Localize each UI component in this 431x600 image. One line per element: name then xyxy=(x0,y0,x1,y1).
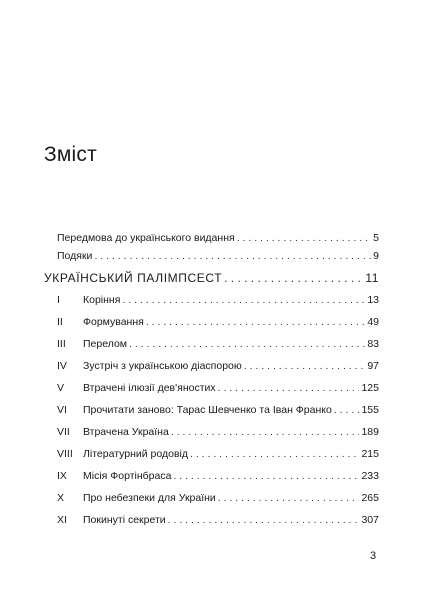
toc-chapter-title: Покинуті секрети xyxy=(83,514,166,526)
toc-chapter-title: Місія Фортінбраса xyxy=(83,470,172,482)
toc-chapter-page: 233 xyxy=(361,470,379,482)
toc-leader-dots xyxy=(190,447,359,461)
toc-leader-dots xyxy=(122,293,365,307)
toc-chapter-page: 265 xyxy=(361,492,379,504)
toc-chapter-title: Літературний родовід xyxy=(83,448,188,460)
toc-leader-dots xyxy=(168,513,360,527)
toc-chapter-row xyxy=(57,337,379,351)
toc-chapter-title: Прочитати заново: Тарас Шевченко та Іван Франко xyxy=(83,404,332,416)
toc-entry-page: 5 xyxy=(373,232,379,244)
toc-leader-dots xyxy=(334,403,360,417)
toc-chapter-page: 83 xyxy=(367,338,379,350)
toc-leader-dots xyxy=(218,491,360,505)
toc-chapter-row xyxy=(57,293,379,307)
toc-leader-dots xyxy=(129,337,365,351)
toc-chapter-page: 49 xyxy=(367,316,379,328)
toc-chapter-page: 125 xyxy=(361,382,379,394)
toc-chapter-row xyxy=(57,425,379,439)
toc-leader-dots xyxy=(244,359,366,373)
toc-chapter-row xyxy=(57,315,379,329)
toc-entry-label: Подяки xyxy=(57,250,93,262)
toc-chapter-row xyxy=(57,447,379,461)
toc-chapter-row xyxy=(57,403,379,417)
page-title: Зміст xyxy=(44,143,97,166)
toc-chapter-number: V xyxy=(57,382,65,394)
toc-chapter-title: Формування xyxy=(83,316,144,328)
toc-chapter-page: 307 xyxy=(361,514,379,526)
toc-chapter-number: I xyxy=(57,294,60,306)
toc-chapter-number: II xyxy=(57,316,63,328)
toc-leader-dots xyxy=(224,271,363,285)
toc-leader-dots xyxy=(94,249,371,263)
toc-chapter-title: Перелом xyxy=(83,338,128,350)
toc-chapter-number: III xyxy=(57,338,66,350)
toc-chapter-title: Про небезпеки для України xyxy=(83,492,216,504)
toc-part-page: 11 xyxy=(365,271,379,285)
toc-chapter-title: Втрачені ілюзії дев'яностих xyxy=(83,382,216,394)
toc-leader-dots xyxy=(237,231,371,245)
toc-entry-page: 9 xyxy=(373,250,379,262)
toc-chapter-page: 189 xyxy=(361,426,379,438)
toc-entry-label: Передмова до українського видання xyxy=(57,232,235,244)
toc-leader-dots xyxy=(218,381,360,395)
toc-chapter-title: Коріння xyxy=(83,294,121,306)
toc-chapter-row xyxy=(57,491,379,505)
page-number: 3 xyxy=(370,550,377,562)
toc-leader-dots xyxy=(173,469,359,483)
toc-chapter-title: Зустріч з українською діаспорою xyxy=(83,360,242,372)
toc-chapter-number: XI xyxy=(57,514,67,526)
toc-part-label: УКРАЇНСЬКИЙ ПАЛІМПСЕСТ xyxy=(44,271,223,285)
toc-chapter-page: 97 xyxy=(367,360,379,372)
toc-chapter-page: 155 xyxy=(361,404,379,416)
toc-chapter-row xyxy=(57,513,379,527)
toc-chapter-number: VI xyxy=(57,404,67,416)
toc-chapter-page: 215 xyxy=(361,448,379,460)
toc-chapter-title: Втрачена Україна xyxy=(83,426,169,438)
toc-chapter-number: IV xyxy=(57,360,67,372)
toc-chapter-number: X xyxy=(57,492,65,504)
toc-chapter-page: 13 xyxy=(367,294,379,306)
toc-entry-preface xyxy=(57,231,379,245)
toc-chapter-number: VIII xyxy=(57,448,73,460)
toc-chapter-row xyxy=(57,381,379,395)
toc-chapter-row xyxy=(57,469,379,483)
toc-chapter-row xyxy=(57,359,379,373)
toc-part-heading xyxy=(44,271,379,285)
toc-leader-dots xyxy=(146,315,365,329)
toc-chapter-number: VII xyxy=(57,426,70,438)
toc-entry-acknowledgements xyxy=(57,249,379,263)
toc-leader-dots xyxy=(171,425,360,439)
toc-chapter-number: IX xyxy=(57,470,67,482)
